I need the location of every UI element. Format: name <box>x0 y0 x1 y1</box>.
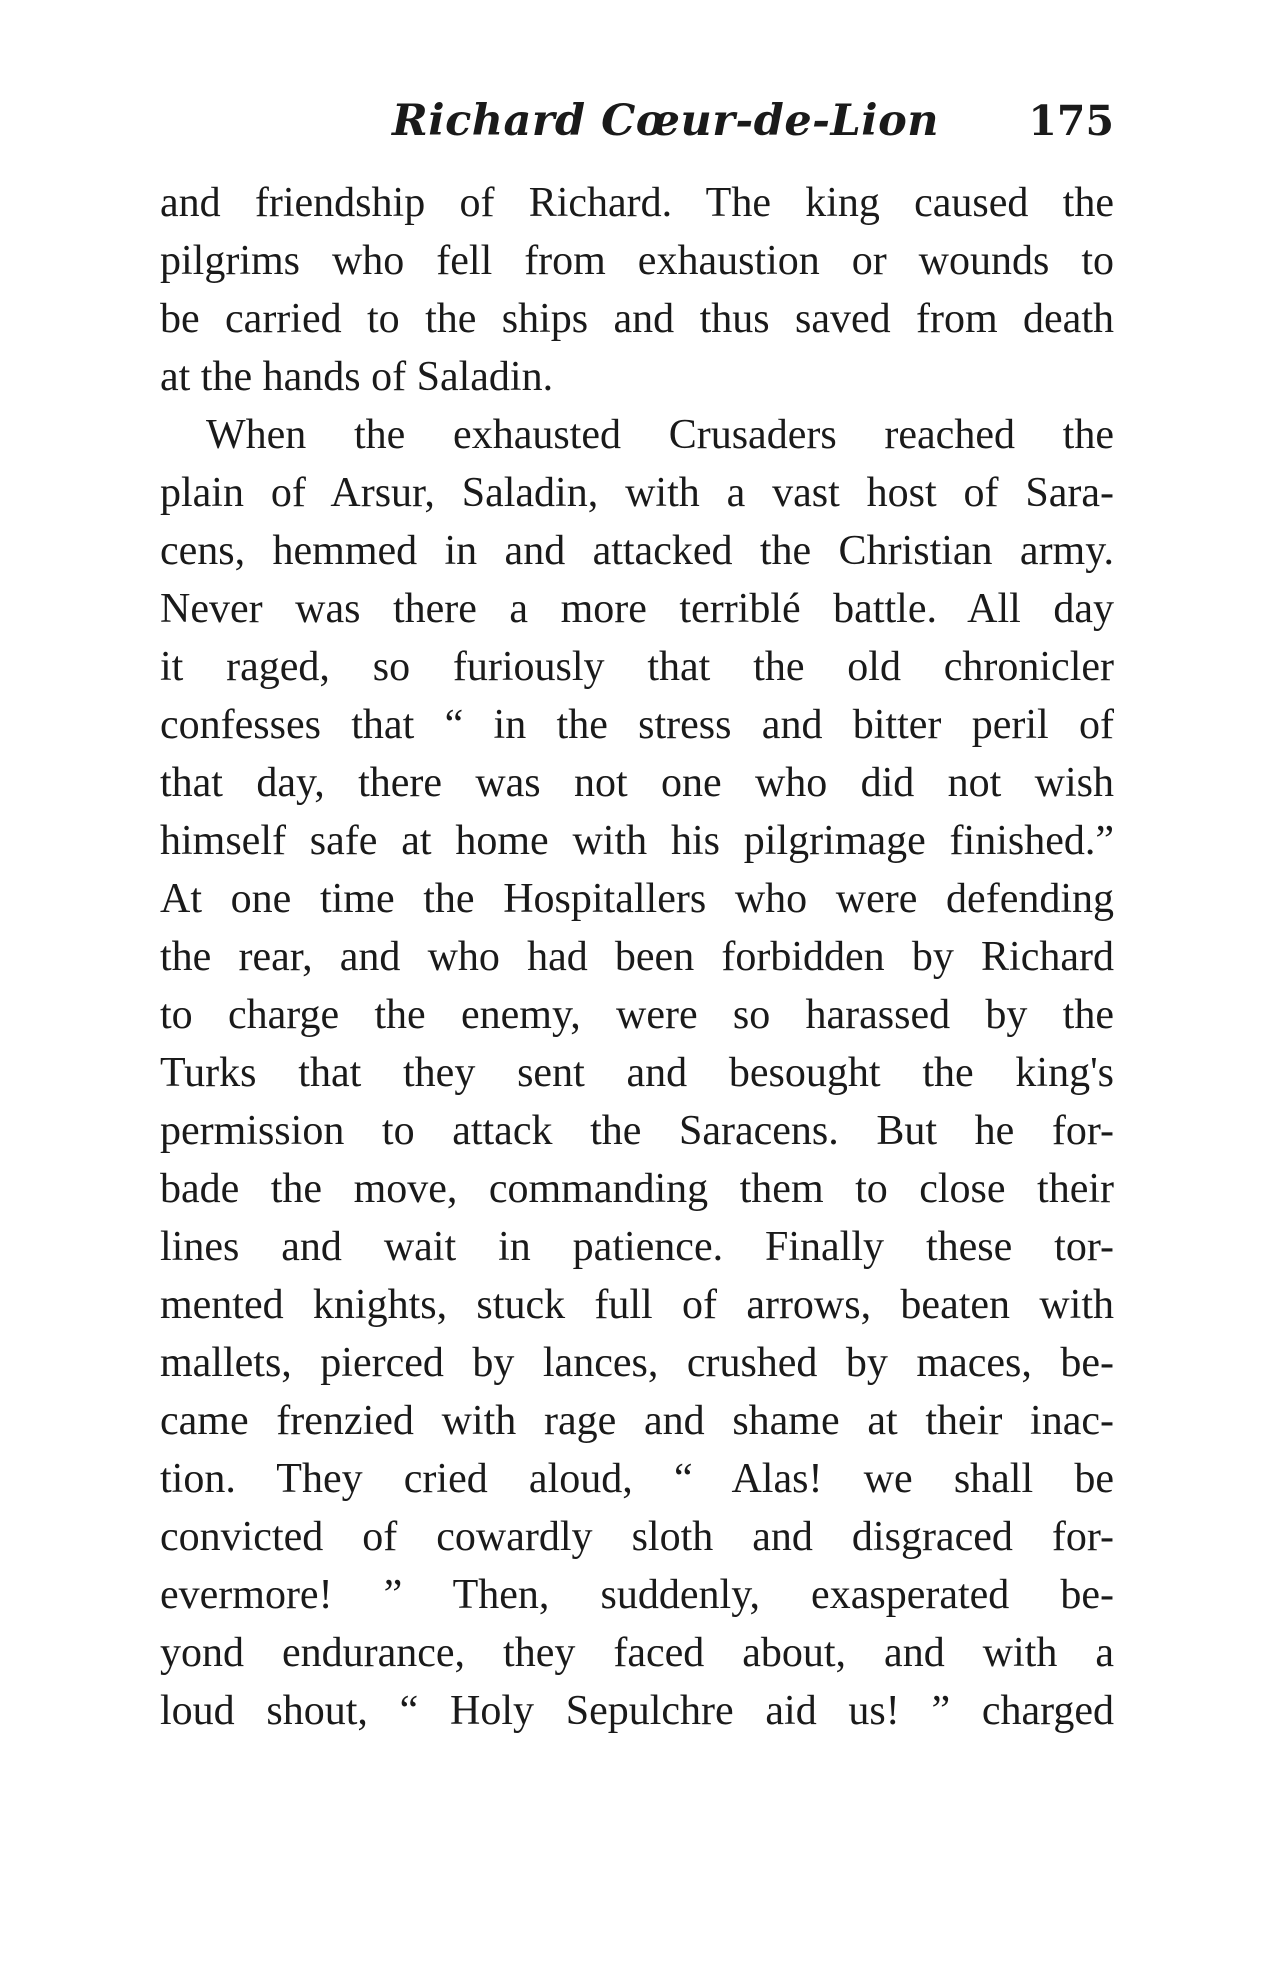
text-line: Never was there a more terriblé battle. All day <box>160 586 1114 632</box>
page-number: 175 <box>1028 97 1114 145</box>
text-line: bade the move, commanding them to close their <box>160 1166 1114 1212</box>
text-line: mented knights, stuck full of arrows, beaten with <box>160 1282 1114 1328</box>
running-head <box>160 86 1114 156</box>
text-line: mallets, pierced by lances, crushed by maces, be- <box>160 1340 1114 1386</box>
text-line: be carried to the ships and thus saved from death <box>160 296 1114 342</box>
text-line: Turks that they sent and besought the king's <box>160 1050 1114 1096</box>
text-line: the rear, and who had been forbidden by Richard <box>160 934 1114 980</box>
text-line: permission to attack the Saracens. But he for- <box>160 1108 1114 1154</box>
text-line: and friendship of Richard. The king caused the <box>160 180 1114 226</box>
text-line: confesses that “ in the stress and bitter peril of <box>160 702 1114 748</box>
text-line: pilgrims who fell from exhaustion or wounds to <box>160 238 1114 284</box>
running-title: Richard Cœur-de-Lion <box>392 96 940 146</box>
text-line: tion. They cried aloud, “ Alas! we shall be <box>160 1456 1114 1502</box>
text-line: it raged, so furiously that the old chronicler <box>160 644 1114 690</box>
text-line: evermore! ” Then, suddenly, exasperated be- <box>160 1572 1114 1618</box>
text-line: that day, there was not one who did not wish <box>160 760 1114 806</box>
text-line: At one time the Hospitallers who were defending <box>160 876 1114 922</box>
text-line: cens, hemmed in and attacked the Christian army. <box>160 528 1114 574</box>
text-line: himself safe at home with his pilgrimage finished.” <box>160 818 1114 864</box>
body-text <box>160 174 1114 1740</box>
text-line: to charge the enemy, were so harassed by the <box>160 992 1114 1038</box>
text-line: at the hands of Saladin. <box>160 354 554 400</box>
text-line: lines and wait in patience. Finally these tor- <box>160 1224 1114 1270</box>
text-line: convicted of cowardly sloth and disgraced for- <box>160 1514 1114 1560</box>
text-line: came frenzied with rage and shame at their inac- <box>160 1398 1114 1444</box>
text-line: loud shout, “ Holy Sepulchre aid us! ” charged <box>160 1688 1114 1734</box>
text-line: When the exhausted Crusaders reached the <box>206 412 1114 458</box>
text-line: plain of Arsur, Saladin, with a vast host of Sara- <box>160 470 1114 516</box>
text-line: yond endurance, they faced about, and with a <box>160 1630 1114 1676</box>
